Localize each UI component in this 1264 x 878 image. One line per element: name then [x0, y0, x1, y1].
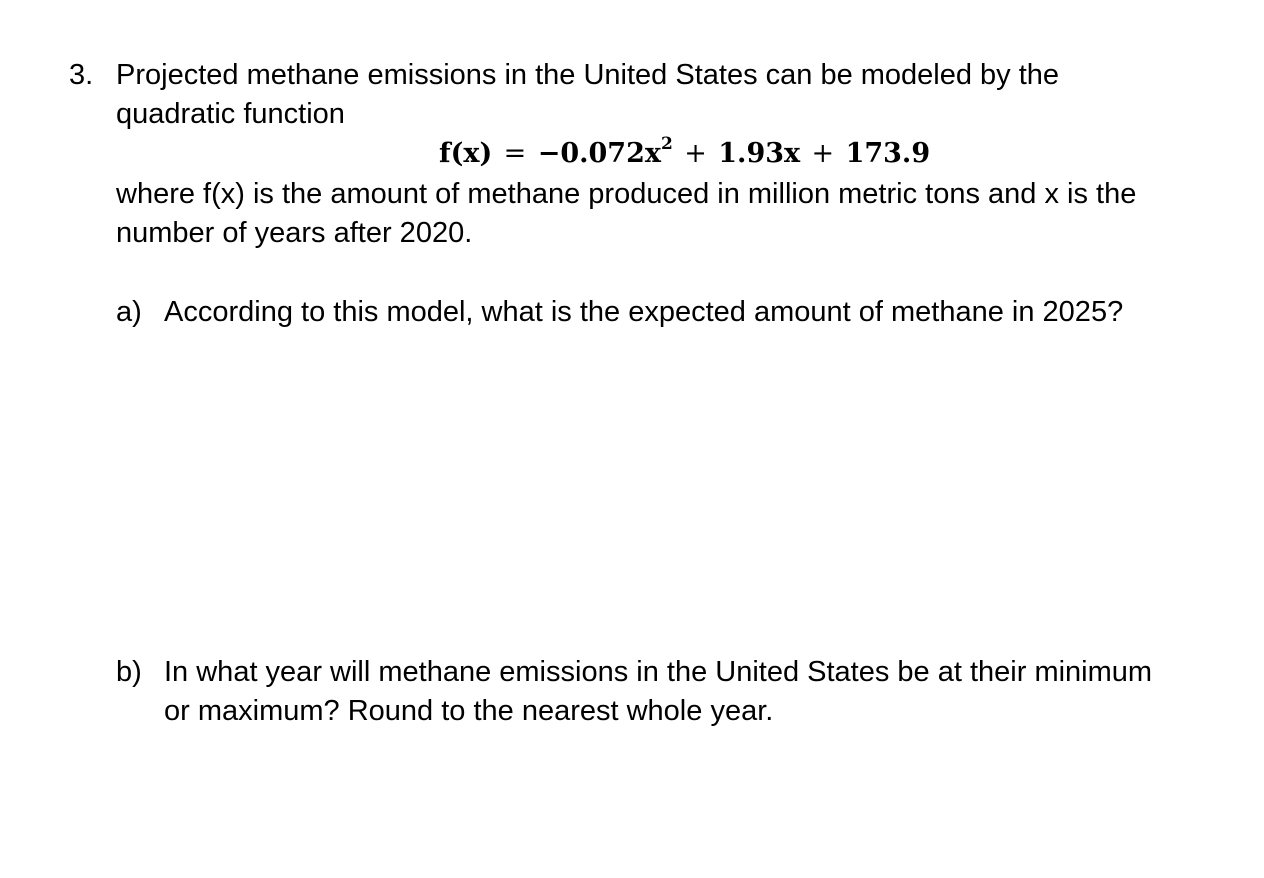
- part-b-question-line-2: or maximum? Round to the nearest whole year.: [164, 695, 774, 727]
- quadratic-formula: [439, 136, 930, 172]
- formula-plus-2: +: [811, 138, 835, 169]
- question-intro-line-1: Projected methane emissions in the United States can be modeled by the: [116, 59, 1060, 91]
- part-a-label: a): [116, 296, 142, 328]
- formula-equals: =: [503, 138, 527, 169]
- question-intro-line-2: quadratic function: [116, 98, 345, 130]
- formula-lhs: f(x): [439, 138, 493, 169]
- formula-term-1: −0.072x: [537, 138, 661, 169]
- explanation-line-1: where f(x) is the amount of methane produced in million metric tons and x is the: [116, 178, 1137, 210]
- formula-exponent: 2: [660, 134, 673, 154]
- formula-plus-1: +: [684, 138, 707, 169]
- part-b-question-line-1: In what year will methane emissions in the United States be at their minimum: [164, 656, 1153, 688]
- explanation-line-2: number of years after 2020.: [116, 217, 473, 249]
- part-b-label: b): [116, 656, 142, 688]
- part-a-question: According to this model, what is the expected amount of methane in 2025?: [164, 296, 1124, 328]
- formula-term-2: 1.93x: [718, 138, 801, 169]
- question-number: 3.: [69, 59, 94, 91]
- formula-term-3: 173.9: [845, 138, 931, 169]
